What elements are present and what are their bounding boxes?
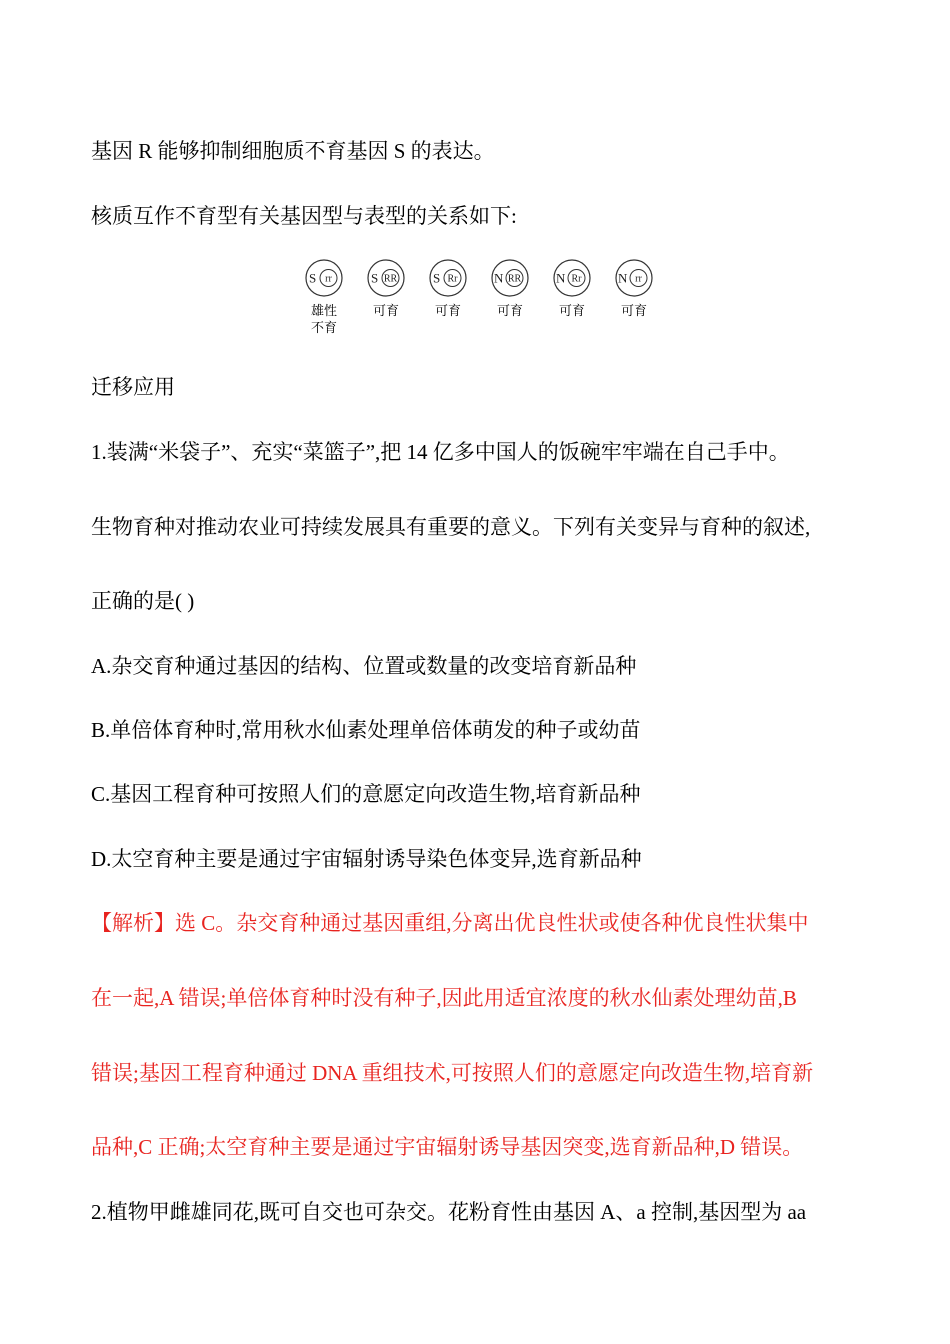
genotype-cell (364, 258, 408, 319)
cell-circle-icon (304, 258, 344, 298)
q1-option-a: A.杂交育种通过基因的结构、位置或数量的改变培育新品种 (91, 654, 637, 678)
nuclear-gene: rr (325, 273, 332, 285)
q1-analysis-line-2: 在一起,A 错误;单倍体育种时没有种子,因此用适宜浓度的秋水仙素处理幼苗,B (91, 986, 797, 1010)
q1-analysis-line-4: 品种,C 正确;太空育种主要是通过宇宙辐射诱导基因突变,选育新品种,D 错误。 (91, 1135, 804, 1159)
nuclear-gene: RR (383, 273, 398, 285)
nuclear-gene: RR (507, 273, 522, 285)
cell-circle-icon (614, 258, 654, 298)
genotype-cell (612, 258, 656, 319)
phenotype-label: 可育 (372, 303, 399, 318)
phenotype-label: 可育 (434, 303, 461, 318)
phenotype-label: 可育 (620, 303, 647, 318)
cell-circle-icon (490, 258, 530, 298)
q1-analysis-line-1: 【解析】选 C。杂交育种通过基因重组,分离出优良性状或使各种优良性状集中 (91, 911, 809, 935)
phenotype-label-2: 不育 (310, 320, 337, 335)
q2-stem-line-1: 2.植物甲雌雄同花,既可自交也可杂交。花粉育性由基因 A、a 控制,基因型为 aa (91, 1200, 807, 1224)
nuclear-gene: rr (635, 273, 642, 285)
cell-circle-icon (552, 258, 592, 298)
cytoplasm-gene: S (371, 270, 379, 286)
phenotype-label: 雄性 (310, 303, 337, 318)
intro-line-1: 基因 R 能够抑制细胞质不育基因 S 的表达。 (91, 139, 495, 163)
q1-analysis-line-3: 错误;基因工程育种通过 DNA 重组技术,可按照人们的意愿定向改造生物,培育新 (91, 1061, 814, 1085)
cytoplasm-gene: S (309, 270, 317, 286)
q1-option-b: B.单倍体育种时,常用秋水仙素处理单倍体萌发的种子或幼苗 (91, 718, 641, 742)
nuclear-gene: Rr (447, 273, 458, 285)
phenotype-label: 可育 (558, 303, 585, 318)
genotype-cell (302, 258, 346, 336)
cell-circle-icon (428, 258, 468, 298)
q1-stem-line-1: 1.装满“米袋子”、充实“菜篮子”,把 14 亿多中国人的饭碗牢牢端在自己手中。 (91, 440, 790, 464)
section-title: 迁移应用 (91, 375, 175, 399)
cytoplasm-gene: N (556, 270, 566, 286)
cytoplasm-gene: S (433, 270, 441, 286)
phenotype-label: 可育 (496, 303, 523, 318)
q1-stem-line-3: 正确的是( ) (91, 589, 195, 613)
genotype-cell (488, 258, 532, 319)
genotype-cell (550, 258, 594, 319)
q1-option-c: C.基因工程育种可按照人们的意愿定向改造生物,培育新品种 (91, 782, 641, 806)
cytoplasm-gene: N (494, 270, 504, 286)
q1-option-d: D.太空育种主要是通过宇宙辐射诱导染色体变异,选育新品种 (91, 847, 642, 871)
cell-circle-icon (366, 258, 406, 298)
cytoplasm-gene: N (618, 270, 628, 286)
nuclear-gene: Rr (571, 273, 582, 285)
genotype-phenotype-diagram (302, 258, 662, 338)
genotype-cell (426, 258, 470, 319)
intro-line-2: 核质互作不育型有关基因型与表型的关系如下: (91, 204, 517, 228)
q1-stem-line-2: 生物育种对推动农业可持续发展具有重要的意义。下列有关变异与育种的叙述, (91, 515, 811, 539)
